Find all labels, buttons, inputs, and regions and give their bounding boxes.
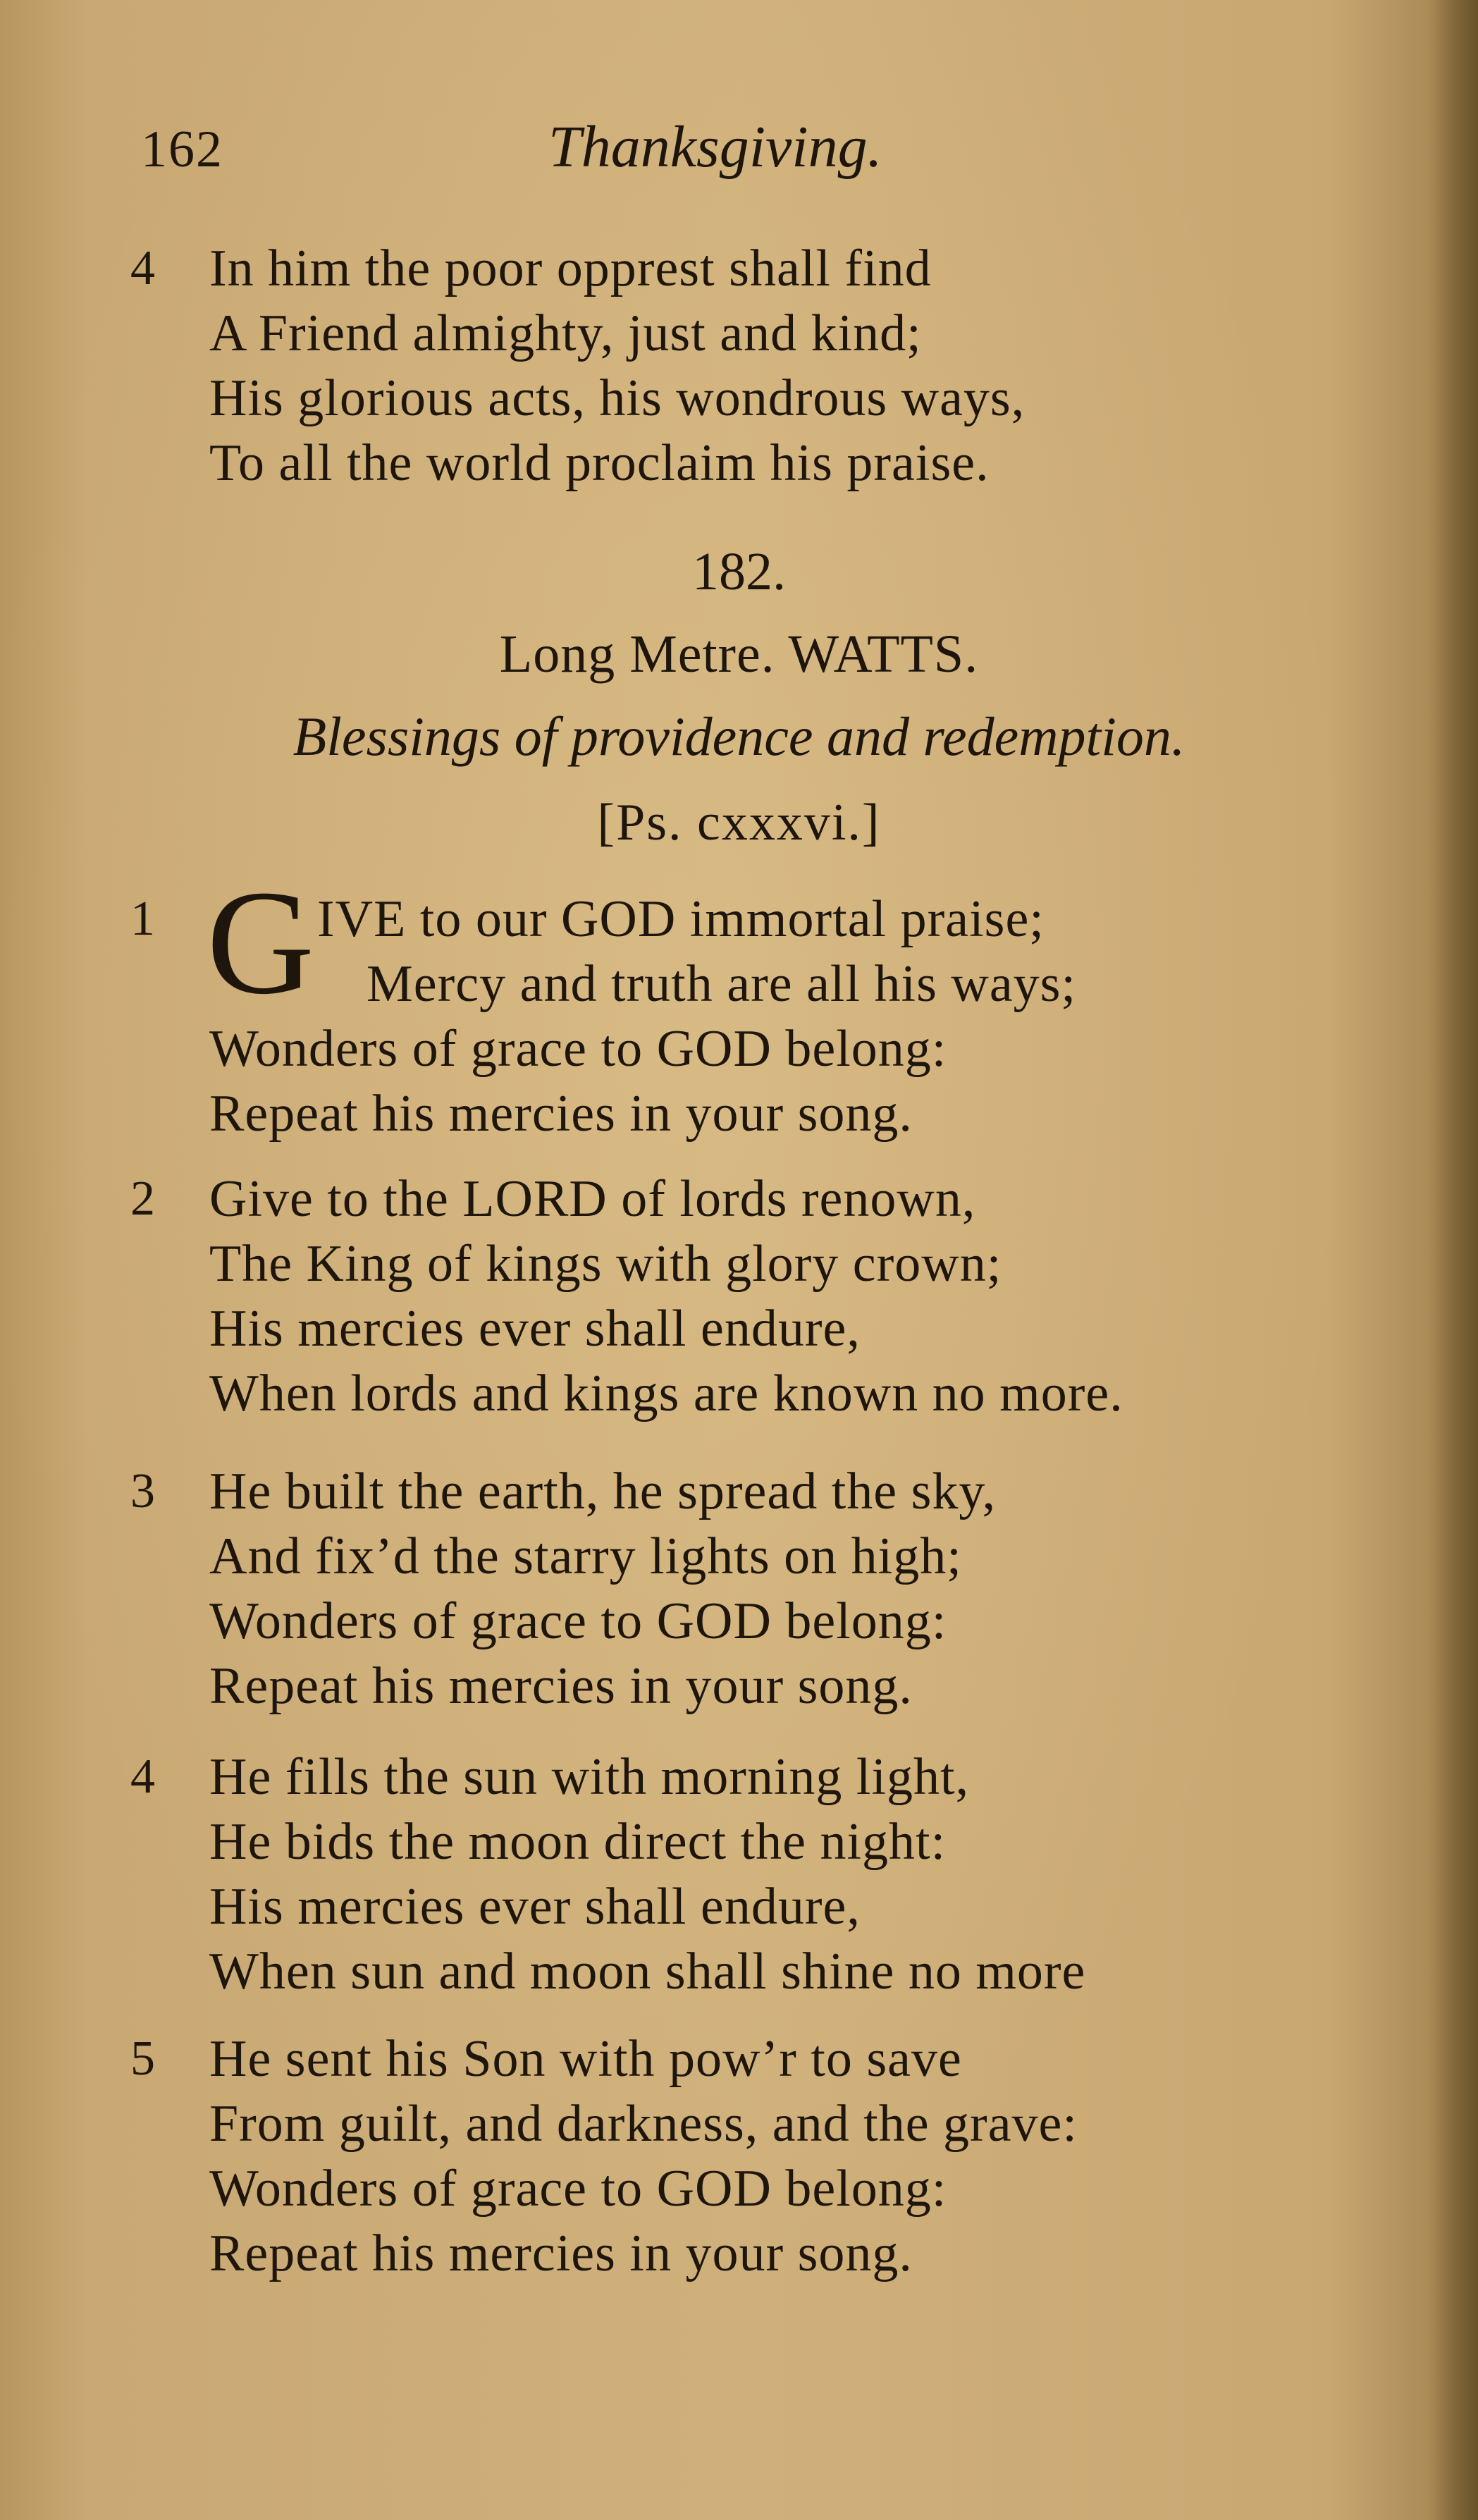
verse-line: His mercies ever shall endure, <box>209 1300 861 1358</box>
verse-line: A Friend almighty, just and kind; <box>209 305 922 362</box>
verse-line: Wonders of grace to GOD belong: <box>209 1592 947 1650</box>
previous-hymn-verse-4 <box>130 236 1371 497</box>
verse-line: And fix’d the starry lights on high; <box>209 1528 962 1585</box>
metre-author: Long Metre. WATTS. <box>499 625 979 684</box>
page-header <box>141 106 1339 190</box>
verse-line: His glorious acts, his wondrous ways, <box>209 369 1026 427</box>
verse-4 <box>130 1745 1371 2005</box>
verse-5 <box>130 2027 1371 2287</box>
verse-number: 1 <box>130 892 155 946</box>
verse-line: He built the earth, he spread the sky, <box>209 1463 997 1520</box>
verse-line: He bids the moon direct the night: <box>209 1813 947 1871</box>
verse-3 <box>130 1459 1371 1720</box>
verse-line: To all the world proclaim his praise. <box>209 434 990 492</box>
verse-line: When sun and moon shall shine no more <box>209 1943 1086 2000</box>
verse-line: His mercies ever shall endure, <box>209 1878 861 1936</box>
verse-line: He sent his Son with pow’r to save <box>209 2030 962 2088</box>
verse-line: Repeat his mercies in your song. <box>209 1657 913 1715</box>
verse-line: When lords and kings are known no more. <box>209 1365 1123 1422</box>
page-number: 162 <box>141 121 223 178</box>
verse-number: 4 <box>130 241 155 295</box>
verse-line: Wonders of grace to GOD belong: <box>209 2160 947 2218</box>
verse-line: In him the poor opprest shall find <box>209 240 932 297</box>
verse-line: Repeat his mercies in your song. <box>209 2225 913 2282</box>
hymn-number: 182. <box>692 542 786 601</box>
verse-line: IVE to our GOD immortal praise; <box>317 890 1045 948</box>
verse-line: Mercy and truth are all his ways; <box>367 955 1077 1013</box>
verse-number: 4 <box>130 1750 155 1804</box>
hymn-subject: Blessings of providence and redemption. <box>292 706 1186 767</box>
verse-line: Repeat his mercies in your song. <box>209 1085 913 1143</box>
verse-line: From guilt, and darkness, and the grave: <box>209 2095 1078 2153</box>
drop-cap: G <box>207 859 315 1025</box>
verse-line: The King of kings with glory crown; <box>209 1235 1002 1293</box>
verse-number: 2 <box>130 1172 155 1226</box>
verse-number: 3 <box>130 1464 155 1518</box>
verse-line: Wonders of grace to GOD belong: <box>209 1020 947 1078</box>
verse-number: 5 <box>130 2032 155 2086</box>
verse-1 <box>130 859 1371 1148</box>
verse-line: Give to the LORD of lords renown, <box>209 1170 976 1228</box>
psalm-reference: [Ps. cxxxvi.] <box>597 794 881 852</box>
running-title: Thanksgiving. <box>548 114 882 180</box>
verse-2 <box>130 1167 1371 1427</box>
verse-line: He fills the sun with morning light, <box>209 1748 970 1806</box>
